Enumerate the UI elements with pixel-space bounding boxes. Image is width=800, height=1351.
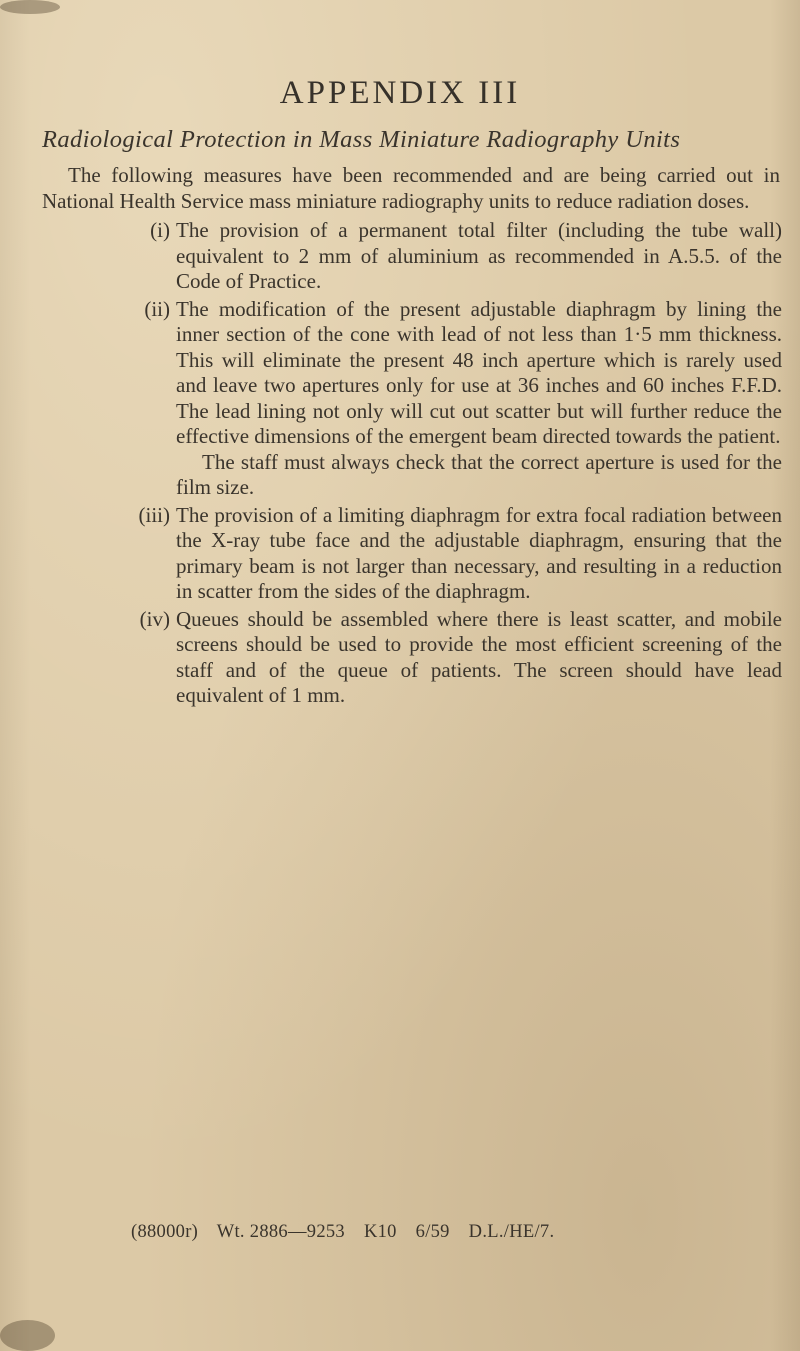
measure-text: The modification of the present adjustable diaphragm by lining the inner section of the cone with lead of not less than 1·5 mm thickness. This will eliminate the present 48 inch aperture which is rarely used and leave two apertures only for use at 36 inches and 60 inches F.F.D. The lead lining not only will cut out scatter but will further reduce the effective dimensions of the emergent beam directed towards the patient. — [176, 296, 782, 448]
footer-date: 6/59 — [415, 1222, 450, 1242]
footer-batch: K10 — [363, 1222, 397, 1242]
measure-item — [42, 218, 782, 295]
measure-text: Queues should be assembled where there is least scatter, and mobile screens should be used to provide the most efficient screening of the staff and of the queue of patients. The screen should have lead equivalent of 1 mm. — [176, 606, 782, 707]
measure-number: (iv) — [139, 606, 170, 631]
measure-number: (ii) — [144, 296, 170, 321]
footer-code: (88000r) — [131, 1222, 199, 1242]
footer-ref: D.L./HE/7. — [468, 1222, 555, 1242]
measure-item — [42, 297, 782, 501]
measure-note: The staff must always check that the correct aperture is used for the film size. — [176, 449, 782, 499]
page-stain — [0, 0, 60, 14]
measure-text: The provision of a limiting diaphragm for extra focal radiation between the X-ray tube face and the adjustable diaphragm, ensuring that the primary beam is not larger than necessary, and resulting in a reduction in scatter from the sides of the diaphragm. — [176, 502, 782, 603]
measure-text: The provision of a permanent total filter (including the tube wall) equivalent to 2 mm of aluminium as recommended in A.5.5. of the Code of Practice. — [176, 218, 782, 293]
measure-item — [42, 607, 782, 709]
measures-list — [42, 218, 782, 711]
print-footer — [131, 1222, 568, 1243]
appendix-heading: APPENDIX III — [279, 75, 521, 111]
measure-item — [42, 503, 782, 605]
measure-number: (i) — [150, 218, 170, 242]
measure-number: (iii) — [138, 502, 170, 527]
footer-weight: Wt. 2886—9253 — [216, 1222, 345, 1242]
page-stain — [0, 1320, 55, 1351]
intro-paragraph: The following measures have been recommended and are being carried out in National Health Service mass miniature radiography units to reduce radiation doses. — [42, 163, 780, 213]
document-subtitle: Radiological Protection in Mass Miniature Radiography Units — [42, 126, 681, 153]
